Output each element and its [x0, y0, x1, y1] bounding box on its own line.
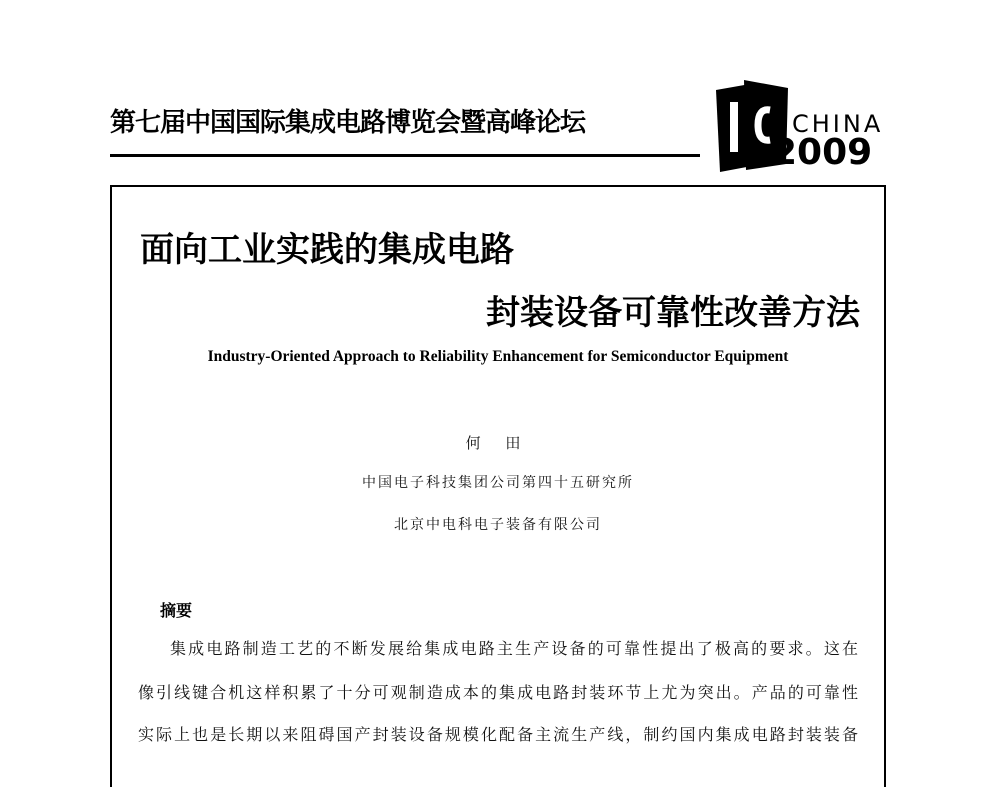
affiliation-2: 北京中电科电子装备有限公司 [394, 517, 602, 533]
logo-year: 2009 [772, 132, 873, 173]
ic-china-logo [700, 72, 900, 182]
abstract-line-3: 实际上也是长期以来阻碍国产封装设备规模化配备主流生产线，制约国内集成电路封装装备 [138, 725, 858, 744]
logo-word-china: CHINA [792, 110, 884, 138]
abstract-heading: 摘要 [160, 601, 193, 620]
affiliation-1: 中国电子科技集团公司第四十五研究所 [362, 475, 634, 491]
author-name: 何 田 [465, 434, 531, 452]
paper-title-en: Industry-Oriented Approach to Reliability Enhancement for Semiconductor Equipment [207, 348, 789, 365]
paper-title-cn-line2: 封装设备可靠性改善方法 [486, 293, 860, 333]
header-rule [110, 154, 700, 157]
conference-title: 第七届中国国际集成电路博览会暨高峰论坛 [110, 108, 586, 138]
paper-title-cn-line1: 面向工业实践的集成电路 [140, 230, 514, 270]
abstract-line-1: 集成电路制造工艺的不断发展给集成电路主生产设备的可靠性提出了极高的要求。这在 [170, 639, 858, 658]
abstract-line-2: 像引线键合机这样积累了十分可观制造成本的集成电路封装环节上尤为突出。产品的可靠性 [138, 683, 858, 702]
